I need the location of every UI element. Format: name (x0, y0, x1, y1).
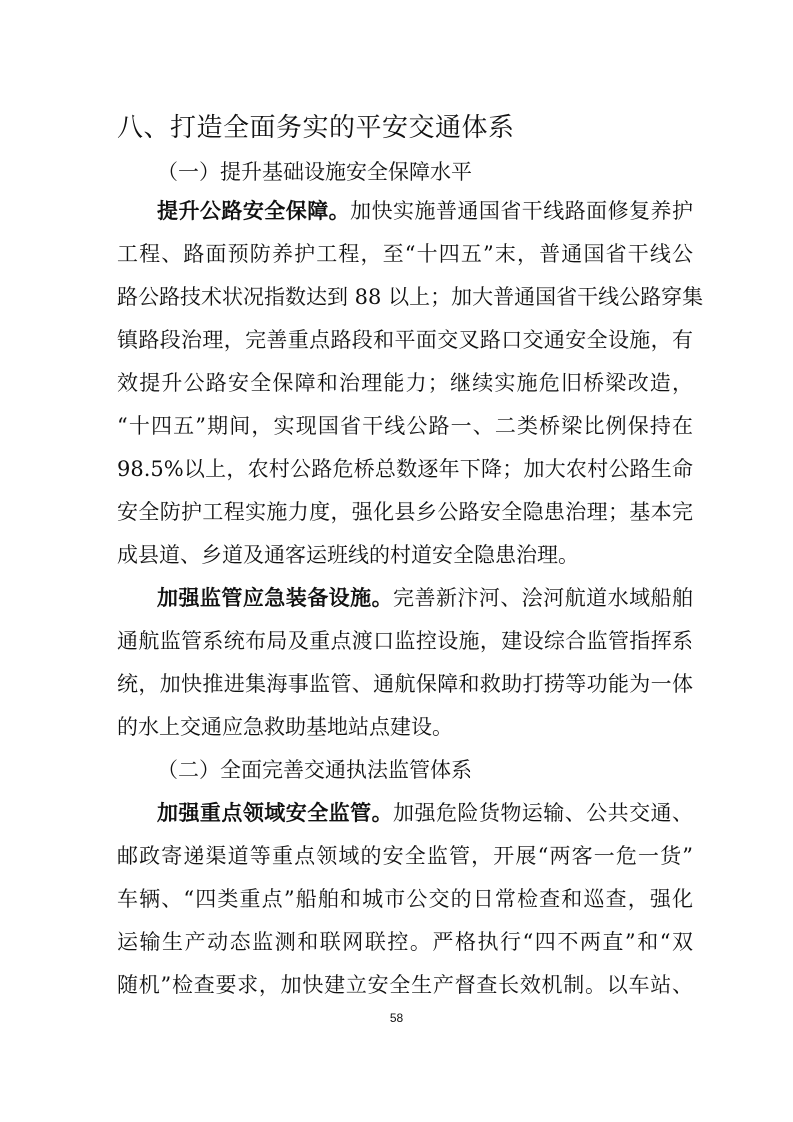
paragraph-text: 加强危险货物运输、公共交通、 (393, 801, 694, 825)
paragraph-line: 邮政寄递渠道等重点领域的安全监管，开展“两客一危一货” (117, 844, 693, 868)
paragraph-text: 完善新汴河、浍河航道水域船舶 (393, 586, 694, 610)
paragraph-line: 安全防护工程实施力度，强化县乡公路安全隐患治理；基本完 (117, 500, 693, 524)
paragraph-line: 通航监管系统布局及重点渡口监控设施，建设综合监管指挥系 (117, 629, 693, 653)
paragraph-line (157, 196, 693, 226)
paragraph-lead: 加强重点领域安全监管。 (157, 801, 394, 825)
paragraph-line: 运输生产动态监测和联网联控。严格执行“四不两直”和“双 (117, 930, 693, 954)
paragraph-line: 工程、路面预防养护工程，至“十四五”末，普通国省干线公 (117, 242, 693, 266)
section-heading-2: （二）全面完善交通执法监管体系 (157, 758, 472, 782)
paragraph-line: 随机”检查要求，加快建立安全生产督查长效机制。以车站、 (117, 973, 693, 997)
paragraph-line: 路公路技术状况指数达到 88 以上；加大普通国省干线公路穿集 (117, 285, 704, 309)
paragraph-line: 的水上交通应急救助基地站点建设。 (117, 715, 453, 739)
chapter-heading: 八、打造全面务实的平安交通体系 (117, 113, 515, 143)
paragraph-line: 98.5%以上，农村公路危桥总数逐年下降；加大农村公路生命 (117, 457, 693, 481)
paragraph-line: 车辆、“四类重点”船舶和城市公交的日常检查和巡查，强化 (117, 887, 693, 911)
paragraph-lead: 加强监管应急装备设施。 (157, 586, 394, 610)
section-heading-1: （一）提升基础设施安全保障水平 (157, 160, 472, 184)
paragraph-line: “十四五”期间，实现国省干线公路一、二类桥梁比例保持在 (117, 414, 693, 438)
paragraph-line: 统，加快推进集海事监管、通航保障和救助打捞等功能为一体 (117, 672, 693, 696)
paragraph-line (157, 798, 693, 828)
paragraph-lead: 提升公路安全保障。 (157, 199, 351, 223)
paragraph-line: 成县道、乡道及通客运班线的村道安全隐患治理。 (117, 543, 579, 567)
paragraph-text: 加快实施普通国省干线路面修复养护 (350, 199, 693, 223)
page-number: 58 (389, 1011, 404, 1025)
paragraph-line: 效提升公路安全保障和治理能力；继续实施危旧桥梁改造， (117, 371, 693, 395)
paragraph-line: 镇路段治理，完善重点路段和平面交叉路口交通安全设施，有 (117, 328, 693, 352)
paragraph-line (157, 583, 693, 613)
